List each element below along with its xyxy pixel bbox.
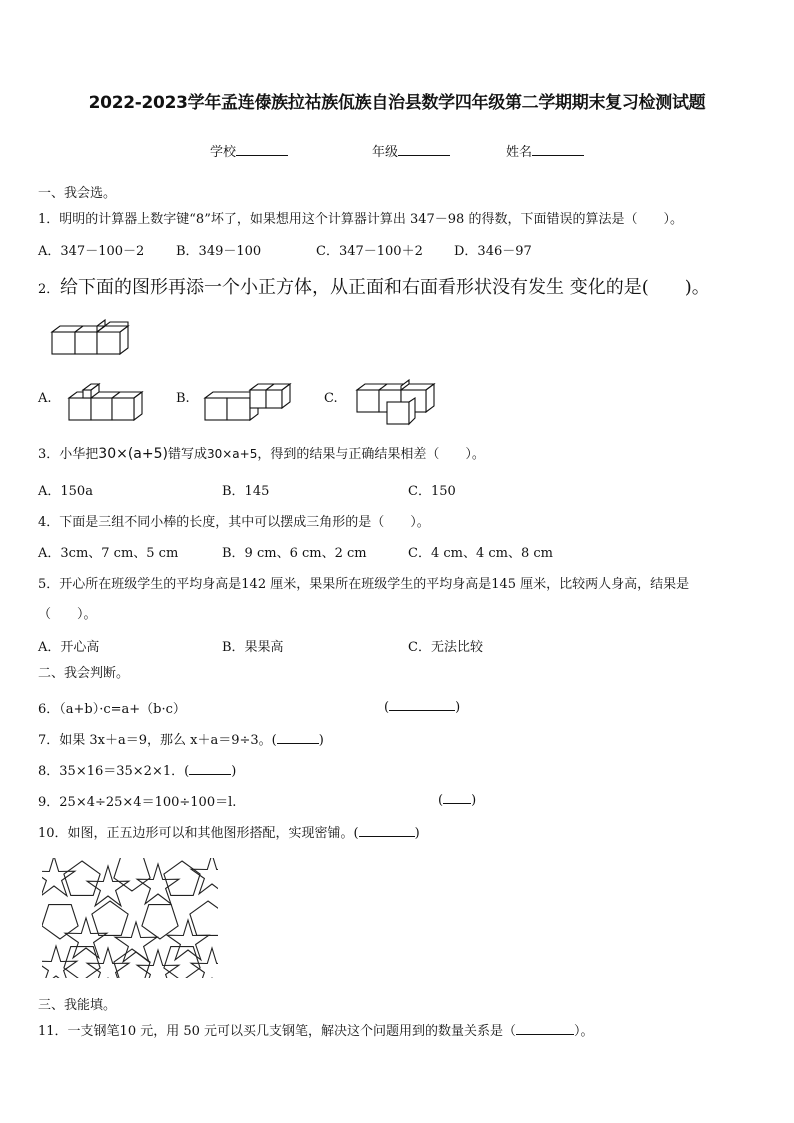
pentagon-3 — [164, 861, 200, 895]
q9-paren-left: ( — [438, 793, 444, 808]
q10-paren-right: ) — [414, 826, 420, 841]
star-3 — [137, 864, 179, 904]
question-11-text: 11．一支钢笔10 元，用 50 元可以买几支钢笔，解决这个问题用到的数量关系是（ — [38, 1024, 517, 1039]
section-1-heading: 一、我会选。 — [38, 186, 117, 201]
q3-suffix: ，得到的结果与正确结果相差（ ）。 — [257, 447, 485, 462]
pentagon-2 — [114, 858, 150, 891]
q8-paren-right: ) — [231, 764, 237, 779]
q6-paren-left: ( — [384, 700, 390, 715]
q3-option-b[interactable]: B．145 — [222, 484, 270, 499]
star-2 — [87, 866, 129, 906]
q3-option-a[interactable]: A．150a — [38, 484, 93, 499]
q9-answer-blank[interactable] — [438, 791, 476, 808]
grade-field — [372, 141, 450, 160]
question-7-text: 7．如果 3x＋a＝9，那么 x＋a＝9÷3。( — [38, 733, 277, 748]
question-6-text: 6．（a+b）·c=a+（b·c） — [38, 702, 186, 717]
q2-base-cubes-figure — [46, 318, 130, 358]
question-5-text-cont: （ ）。 — [38, 607, 97, 622]
q2-option-b[interactable]: B. — [176, 391, 190, 406]
q3-wrong-expression: 30×a+5 — [206, 447, 258, 461]
star-5 — [65, 918, 107, 958]
q2-option-b-figure — [202, 376, 292, 424]
q11-answer-line[interactable] — [516, 1022, 574, 1035]
q1-option-a[interactable]: A．347－100－2 — [38, 244, 145, 259]
grade-blank[interactable] — [398, 143, 450, 156]
question-10-line — [38, 822, 420, 841]
q2-option-c-figure — [354, 378, 436, 426]
q10-pentagon-tessellation-figure — [42, 858, 218, 978]
q2-option-a[interactable]: A. — [38, 391, 52, 406]
question-11-line — [38, 1020, 594, 1039]
q5-option-b[interactable]: B．果果高 — [222, 640, 284, 655]
name-label: 姓名 — [506, 145, 533, 160]
question-3-text — [38, 443, 485, 462]
school-label: 学校 — [210, 145, 237, 160]
question-10-text: 10．如图，正五边形可以和其他图形搭配，实现密铺。( — [38, 826, 359, 841]
q2-option-c[interactable]: C. — [324, 391, 338, 406]
question-1-text: 1．明明的计算器上数字键“8”坏了，如果想用这个计算器计算出 347－98 的得数，下面错误的算法是（ ）。 — [38, 212, 683, 227]
q1-option-b[interactable]: B．349－100 — [176, 244, 262, 259]
q7-answer-line[interactable] — [277, 731, 319, 744]
q1-option-c[interactable]: C．347－100＋2 — [316, 244, 423, 259]
q5-option-c[interactable]: C．无法比较 — [408, 640, 483, 655]
star-1 — [42, 858, 75, 896]
q7-paren-right: ) — [318, 733, 324, 748]
q6-paren-right: ) — [455, 700, 461, 715]
pentagon-5 — [92, 901, 128, 935]
q2-option-a-figure — [66, 382, 144, 424]
school-field — [210, 141, 288, 160]
q6-answer-line[interactable] — [389, 698, 455, 711]
q5-option-a[interactable]: A．开心高 — [38, 640, 100, 655]
q9-answer-line[interactable] — [443, 791, 471, 804]
star-6 — [115, 922, 157, 962]
q1-option-d[interactable]: D．346－97 — [454, 244, 532, 259]
question-2-number: 2． — [38, 282, 60, 297]
q3-option-c[interactable]: C．150 — [408, 484, 456, 499]
pentagon-7 — [190, 901, 218, 935]
star-7 — [167, 920, 209, 960]
school-blank[interactable] — [236, 143, 288, 156]
question-4-text: 4．下面是三组不同小棒的长度，其中可以摆成三角形的是（ ）。 — [38, 515, 430, 530]
q4-option-c[interactable]: C．4 cm、4 cm、8 cm — [408, 546, 553, 561]
question-8-line — [38, 760, 236, 779]
star-9 — [87, 948, 129, 978]
question-7-line — [38, 729, 324, 748]
page-title: 2022-2023学年孟连傣族拉祜族佤族自治县数学四年级第二学期期末复习检测试题 — [88, 93, 706, 113]
q3-correct-expression: 30×(a+5) — [98, 446, 168, 462]
question-9-text: 9．25×4÷25×4＝100÷100＝l. — [38, 795, 237, 810]
question-8-text: 8．35×16＝35×2×1．( — [38, 764, 190, 779]
q8-answer-line[interactable] — [189, 762, 231, 775]
q3-prefix: 3．小华把 — [38, 447, 99, 462]
section-2-heading: 二、我会判断。 — [38, 666, 130, 681]
section-3-heading: 三、我能填。 — [38, 998, 117, 1013]
name-field — [506, 141, 584, 160]
question-5-text: 5．开心所在班级学生的平均身高是142 厘米，果果所在班级学生的平均身高是145 厘米，比较两人身高，结果是 — [38, 577, 690, 592]
q3-mid: 错写成 — [167, 447, 207, 462]
pentagon-10 — [164, 947, 200, 978]
pentagon-1 — [64, 861, 100, 895]
question-2-text: 给下面的图形再添一个小正方体，从正面和右面看形状没有发生 变化的是( )。 — [60, 277, 710, 298]
q10-answer-line[interactable] — [359, 824, 415, 837]
pentagon-6 — [142, 905, 178, 939]
q6-answer-blank[interactable] — [384, 698, 460, 715]
q4-option-a[interactable]: A．3cm、7 cm、5 cm — [38, 546, 179, 561]
grade-label: 年级 — [372, 145, 399, 160]
name-blank[interactable] — [532, 143, 584, 156]
q4-option-b[interactable]: B．9 cm、6 cm、2 cm — [222, 546, 367, 561]
q9-paren-right: ) — [471, 793, 477, 808]
q11-paren-right: ）。 — [574, 1024, 594, 1039]
